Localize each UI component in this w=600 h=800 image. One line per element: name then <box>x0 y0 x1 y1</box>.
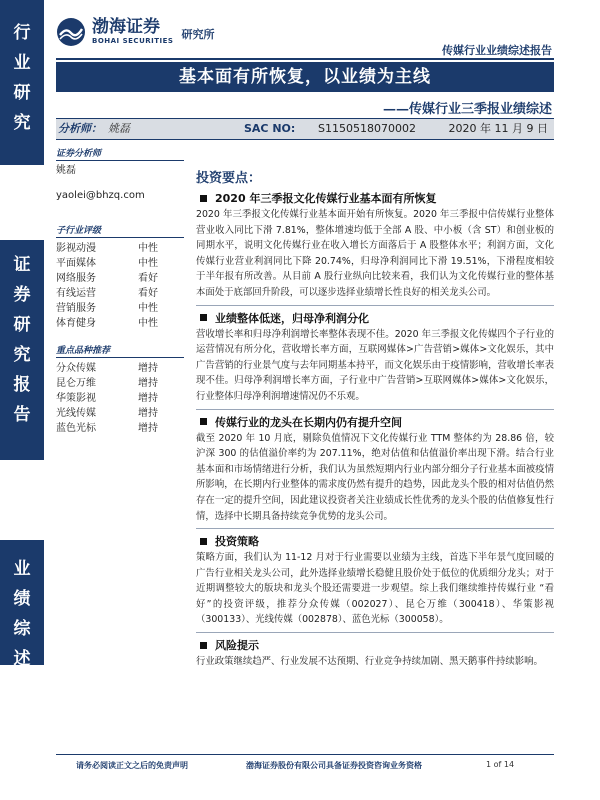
left-char: 究 <box>13 345 31 365</box>
left-char: 业 <box>13 559 31 579</box>
footer-divider <box>56 754 554 755</box>
sub-industry-name: 影视动漫 <box>56 243 96 254</box>
table-row <box>56 421 184 436</box>
analyst-name: 姚磊 <box>108 122 130 135</box>
page-number: 1 of 14 <box>486 760 515 769</box>
left-char: 综 <box>13 619 31 639</box>
sac-label: SAC NO: <box>244 122 296 135</box>
bullet-square-icon <box>200 642 207 649</box>
bohai-logo-icon <box>56 17 86 47</box>
side-column <box>56 146 184 436</box>
logo-name-cn: 渤海证券 <box>92 17 160 37</box>
left-char: 绩 <box>13 589 31 609</box>
sac-code: S1150518070002 <box>318 122 416 135</box>
left-char: 业 <box>13 53 31 73</box>
section-title: 投资策略 <box>215 535 259 549</box>
company-name: 光线传媒 <box>56 408 96 419</box>
left-char: 述 <box>13 649 31 669</box>
section-heading <box>196 414 554 430</box>
table-row <box>56 286 184 301</box>
section-heading <box>196 310 554 326</box>
left-char: 研 <box>13 83 31 103</box>
table-row <box>56 256 184 271</box>
section-title: 风险提示 <box>215 639 259 653</box>
section-divider <box>196 409 554 410</box>
analyst-label: 分析师： <box>58 122 102 135</box>
report-subtitle: ——传媒行业三季报业绩综述 <box>382 102 552 117</box>
company-name: 昆仑万维 <box>56 378 96 389</box>
left-char: 告 <box>13 405 31 425</box>
rating-value: 增持 <box>138 378 158 389</box>
bullet-square-icon <box>200 195 207 202</box>
left-label-industry-research <box>0 0 44 165</box>
bullet-square-icon <box>200 418 207 425</box>
investment-highlights-heading: 投资要点： <box>196 171 262 186</box>
left-label-securities-report <box>0 240 44 460</box>
header-divider <box>56 58 554 60</box>
logo-name-en: BOHAI SECURITIES <box>92 37 174 45</box>
left-char: 证 <box>13 255 31 275</box>
report-title: 基本面有所恢复，以业绩为主线 <box>56 62 554 92</box>
left-char: 券 <box>13 285 31 305</box>
sub-industry-name: 体育健身 <box>56 318 96 329</box>
table-row <box>56 316 184 331</box>
table-row <box>56 376 184 391</box>
company-name: 蓝色光标 <box>56 423 96 434</box>
rating-value: 增持 <box>138 408 158 419</box>
key-stock-rating-table <box>56 361 184 436</box>
sub-industry-name: 平面媒体 <box>56 258 96 269</box>
table-row <box>56 271 184 286</box>
sub-industry-rating-table <box>56 241 184 331</box>
left-label-performance-review <box>0 540 44 669</box>
institute-label: 研究所 <box>181 28 215 41</box>
left-char: 究 <box>13 113 31 133</box>
section-heading <box>196 637 554 653</box>
left-char: 报 <box>13 375 31 395</box>
table-row <box>56 361 184 376</box>
section-body: 行业政策继续趋严、行业发展不达预期、行业竞争持续加剧、黑天鹅事件持续影响。 <box>196 656 543 668</box>
analyst-heading: 证券分析师 <box>56 146 184 161</box>
section-body: 策略方面，我们认为 11-12 月对于行业需要以业绩为主线，首选下半年景气度回暖的广告行业相关龙头公司，此外选择业绩增长稳健且股价处于低位的优质细分龙头；对于近期调整较大的版块和龙头个股还需要进一步观望。综上我们继续维持传媒行业 “看好”的投资评级，推荐分众传媒（002027）、昆仑万维（300418）、华策影视（300133）、光线传媒（002878）、蓝色光标（300058）。 <box>196 552 554 626</box>
table-row <box>56 391 184 406</box>
rating-value: 看好 <box>138 273 158 284</box>
analyst-info-bar <box>56 118 554 140</box>
report-date: 2020 年 11 月 9 日 <box>448 122 548 135</box>
table-row <box>56 406 184 421</box>
section-heading <box>196 190 554 206</box>
rating-value: 看好 <box>138 288 158 299</box>
sub-industry-name: 有线运营 <box>56 288 96 299</box>
section-divider <box>196 305 554 306</box>
bullet-square-icon <box>200 538 207 545</box>
company-name: 分众传媒 <box>56 363 96 374</box>
rating-value: 中性 <box>138 258 158 269</box>
section-heading <box>196 533 554 549</box>
rating-value: 增持 <box>138 393 158 404</box>
report-type: 传媒行业业绩综述报告 <box>442 44 552 57</box>
section-body: 截至 2020 年 10 月底，剔除负值情况下文化传媒行业 TTM 整体约为 28.86 倍，较沪深 300 的估值溢价率约为 207.11%，绝对估值和估值溢价率出现下滑。结合行业基本面和市场情绪进行分析，我们认为虽然短期内行业内部分细分子行业基本面被疫情所影响，在长期内行业整体的需求度仍然有提升的趋势，因此龙头个股的相对估值仍然存在一定的提升空间，因此建议投资者关注业绩成长性优秀的龙头个股的估值修复性行情，选择中长期具备持续竞争优势的龙头公司。 <box>196 432 554 522</box>
side-analyst-name: 姚磊 <box>56 165 76 176</box>
rating-value: 增持 <box>138 423 158 434</box>
section-body: 营收增长率和归母净利润增长率整体表现不佳。2020 年三季报文化传媒四个子行业的运营情况有所分化，营收增长率方面，互联网媒体>广告营销>媒体>文化娱乐，其中广告营销的行业景气度与去年同期基本持平，而文化娱乐由于疫情影响，营收增长率表现不佳。归母净利润增长率方面，子行业中广告营销>互联网媒体>媒体>文化娱乐，行业整体归母净利润增速情况仍不乐观。 <box>196 328 554 402</box>
section-title: 业绩整体低迷，归母净利润分化 <box>215 311 369 325</box>
section-body: 2020 年三季报文化传媒行业基本面开始有所恢复。2020 年三季报中信传媒行业整体营业收入同比下滑 7.81%，整体增速均低于全部 A 股、中小板（含 ST）和创业板的同期水平，说明文化传媒行业在收入增长方面落后于 A 股整体水平；利润方面，文化传媒行业营业利润同比下降 20.74%，归母净利润同比下滑 19.51%，下滑程度相较于半年报有所改善。从目前 A 股行业纵向比较来看，我们认为文化传媒行业的整体基本面处于底部回升阶段，可以逐步选择业绩增长性良好的相关龙头公司。 <box>196 209 554 298</box>
rating-value: 增持 <box>138 363 158 374</box>
section-divider <box>196 528 554 529</box>
footer-disclaimer: 请务必阅读正文之后的免责声明 <box>76 761 188 770</box>
table-row <box>56 241 184 256</box>
rating-value: 中性 <box>138 243 158 254</box>
company-name: 华策影视 <box>56 393 96 404</box>
left-char: 行 <box>13 23 31 43</box>
section-title: 传媒行业的龙头在长期内仍有提升空间 <box>215 415 402 429</box>
sub-industry-rating-heading: 子行业评级 <box>56 223 184 238</box>
section-title: 2020 年三季报文化传媒行业基本面有所恢复 <box>215 192 437 205</box>
table-row <box>56 301 184 316</box>
main-column <box>196 167 554 670</box>
rating-value: 中性 <box>138 318 158 329</box>
section-divider <box>196 632 554 633</box>
bullet-square-icon <box>200 314 207 321</box>
sub-industry-name: 营销服务 <box>56 303 96 314</box>
sub-industry-name: 网络服务 <box>56 273 96 284</box>
left-char: 研 <box>13 315 31 335</box>
key-stock-heading: 重点品种推荐 <box>56 343 184 358</box>
footer-company: 渤海证券股份有限公司具备证券投资咨询业务资格 <box>246 761 422 770</box>
rating-value: 中性 <box>138 303 158 314</box>
analyst-email[interactable]: yaolei@bhzq.com <box>56 190 145 201</box>
company-logo <box>56 14 214 50</box>
